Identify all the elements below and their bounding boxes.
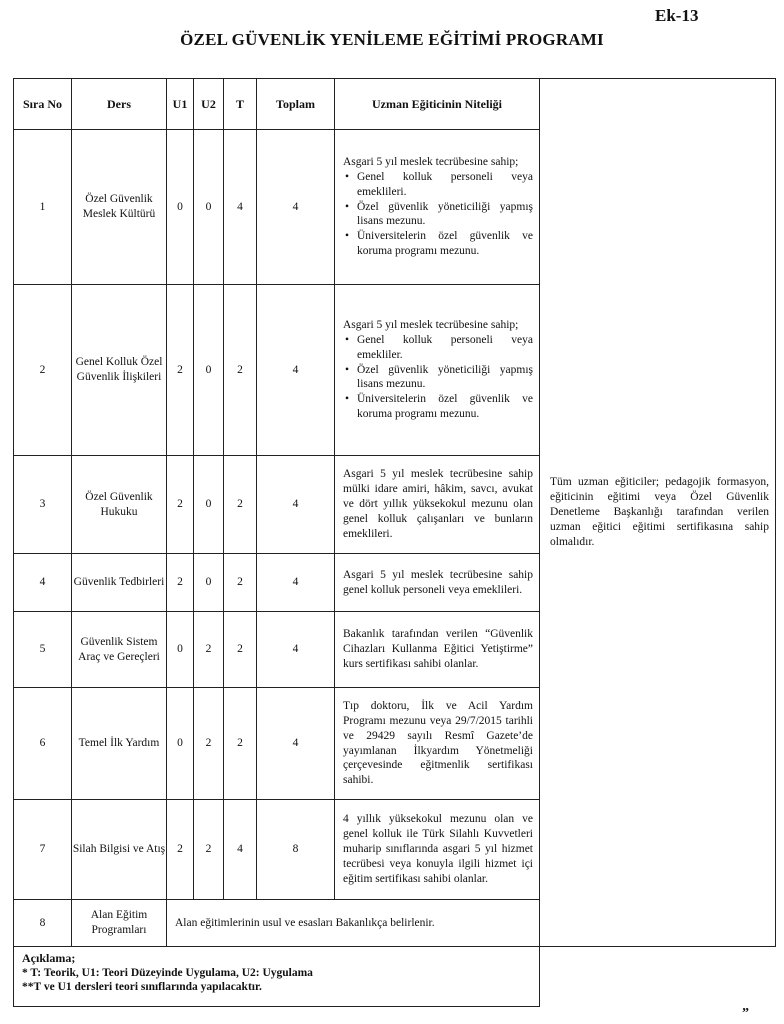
row-ders: Güvenlik Sistem Araç ve Gereçleri — [72, 612, 167, 688]
nitelik-item: • Özel güvenlik yöneticiliği yapmış lisans mezunu. — [343, 363, 533, 393]
row-u1: 0 — [167, 612, 194, 688]
footer-row — [14, 947, 776, 1007]
row-toplam: 4 — [257, 456, 335, 554]
nitelik-item: • Genel kolluk personeli veya emekliler. — [343, 333, 533, 363]
row-toplam: 4 — [257, 130, 335, 285]
row-t: 2 — [224, 612, 257, 688]
header-sira-no: Sıra No — [14, 79, 72, 130]
row-toplam: 4 — [257, 612, 335, 688]
nitelik-intro: Asgari 5 yıl meslek tecrübesine sahip; — [343, 155, 519, 168]
footer-note — [14, 947, 540, 1007]
row-ders: Genel Kolluk Özel Güvenlik İlişkileri — [72, 285, 167, 456]
table-header-row — [14, 79, 776, 130]
row-no: 8 — [14, 900, 72, 947]
footer-line-1: * T: Teorik, U1: Teori Düzeyinde Uygulama, U2: Uygulama — [22, 967, 313, 979]
header-t: T — [224, 79, 257, 130]
row-u1: 2 — [167, 800, 194, 900]
header-u2: U2 — [194, 79, 224, 130]
row-no: 3 — [14, 456, 72, 554]
training-program-table — [13, 78, 776, 1007]
row-toplam: 4 — [257, 688, 335, 800]
row-toplam: 8 — [257, 800, 335, 900]
row-nitelik: Asgari 5 yıl meslek tecrübesine sahip mülki idare amiri, hâkim, savcı, avukat ve dört yıllık yüksekokul mezunu olan genel kolluk çalışanları ve bunların emeklileri. — [335, 456, 540, 554]
row-t: 4 — [224, 800, 257, 900]
row-no: 6 — [14, 688, 72, 800]
page-title: ÖZEL GÜVENLİK YENİLEME EĞİTİMİ PROGRAMI — [180, 30, 604, 49]
row-nitelik: 4 yıllık yüksekokul mezunu olan ve genel kolluk ile Türk Silahlı Kuvvetleri muharip sınıflarında asgari 5 yıl hizmet tecrübesi veya konuyla ilgili hizmet içi eğitim sertifikası sahibi olanlar. — [335, 800, 540, 900]
header-uzman-niteligi: Uzman Eğiticinin Niteliği — [335, 79, 540, 130]
footer-heading: Açıklama; — [22, 951, 76, 965]
row-u1: 0 — [167, 130, 194, 285]
row-t: 2 — [224, 285, 257, 456]
row-nitelik: Bakanlık tarafından verilen “Güvenlik Cihazları Kullanma Eğitici Yetiştirme” kurs sertifikası sahibi olanlar. — [335, 612, 540, 688]
row-nitelik: Asgari 5 yıl meslek tecrübesine sahip genel kolluk personeli veya emeklileri. — [335, 554, 540, 612]
header-u1: U1 — [167, 79, 194, 130]
row-u1: 0 — [167, 688, 194, 800]
side-note-text: Tüm uzman eğiticiler; pedagojik formasyon, eğiticinin eğitimi veya Özel Güvenlik Denetleme Başkanlığı tarafından verilen uzman eğitici eğitimi sertifikasına sahip olmalıdır. — [550, 476, 769, 548]
header-ders: Ders — [72, 79, 167, 130]
row-u2: 0 — [194, 554, 224, 612]
row-merged-note: Alan eğitimlerinin usul ve esasları Bakanlıkça belirlenir. — [167, 900, 540, 947]
row-ders: Temel İlk Yardım — [72, 688, 167, 800]
row-u2: 2 — [194, 688, 224, 800]
row-u2: 0 — [194, 285, 224, 456]
nitelik-item: • Özel güvenlik yöneticiliği yapmış lisans mezunu. — [343, 200, 533, 230]
row-nitelik: Tıp doktoru, İlk ve Acil Yardım Programı mezunu veya 29/7/2015 tarihli ve 29429 sayılı Resmî Gazete’de yayımlanan İlkyardım Yönetmeliği çerçevesinde eğitmenlik sertifikası sahibi. — [335, 688, 540, 800]
row-toplam: 4 — [257, 285, 335, 456]
row-u2: 2 — [194, 612, 224, 688]
row-u2: 2 — [194, 800, 224, 900]
row-nitelik — [335, 285, 540, 456]
row-toplam: 4 — [257, 554, 335, 612]
row-u2: 0 — [194, 130, 224, 285]
row-no: 7 — [14, 800, 72, 900]
row-u2: 0 — [194, 456, 224, 554]
side-note-cell — [540, 79, 776, 947]
row-ders: Silah Bilgisi ve Atış — [72, 800, 167, 900]
nitelik-item: • Üniversitelerin özel güvenlik ve koruma programı mezunu. — [343, 392, 533, 422]
row-ders: Güvenlik Tedbirleri — [72, 554, 167, 612]
nitelik-item: • Üniversitelerin özel güvenlik ve koruma programı mezunu. — [343, 229, 533, 259]
row-ders: Özel Güvenlik Meslek Kültürü — [72, 130, 167, 285]
annex-label: Ek-13 — [655, 6, 699, 25]
row-u1: 2 — [167, 285, 194, 456]
row-u1: 2 — [167, 554, 194, 612]
row-no: 5 — [14, 612, 72, 688]
row-t: 2 — [224, 456, 257, 554]
row-t: 4 — [224, 130, 257, 285]
nitelik-item: • Genel kolluk personeli veya emeklileri. — [343, 170, 533, 200]
row-u1: 2 — [167, 456, 194, 554]
footer-line-2: **T ve U1 dersleri teori sınıflarında yapılacaktır. — [22, 981, 262, 994]
row-no: 1 — [14, 130, 72, 285]
row-ders: Alan Eğitim Programları — [72, 900, 167, 947]
row-no: 2 — [14, 285, 72, 456]
row-no: 4 — [14, 554, 72, 612]
row-nitelik — [335, 130, 540, 285]
nitelik-intro: Asgari 5 yıl meslek tecrübesine sahip; — [343, 318, 519, 331]
closing-quote: ” — [742, 1006, 749, 1021]
row-ders: Özel Güvenlik Hukuku — [72, 456, 167, 554]
header-toplam: Toplam — [257, 79, 335, 130]
row-t: 2 — [224, 554, 257, 612]
row-t: 2 — [224, 688, 257, 800]
